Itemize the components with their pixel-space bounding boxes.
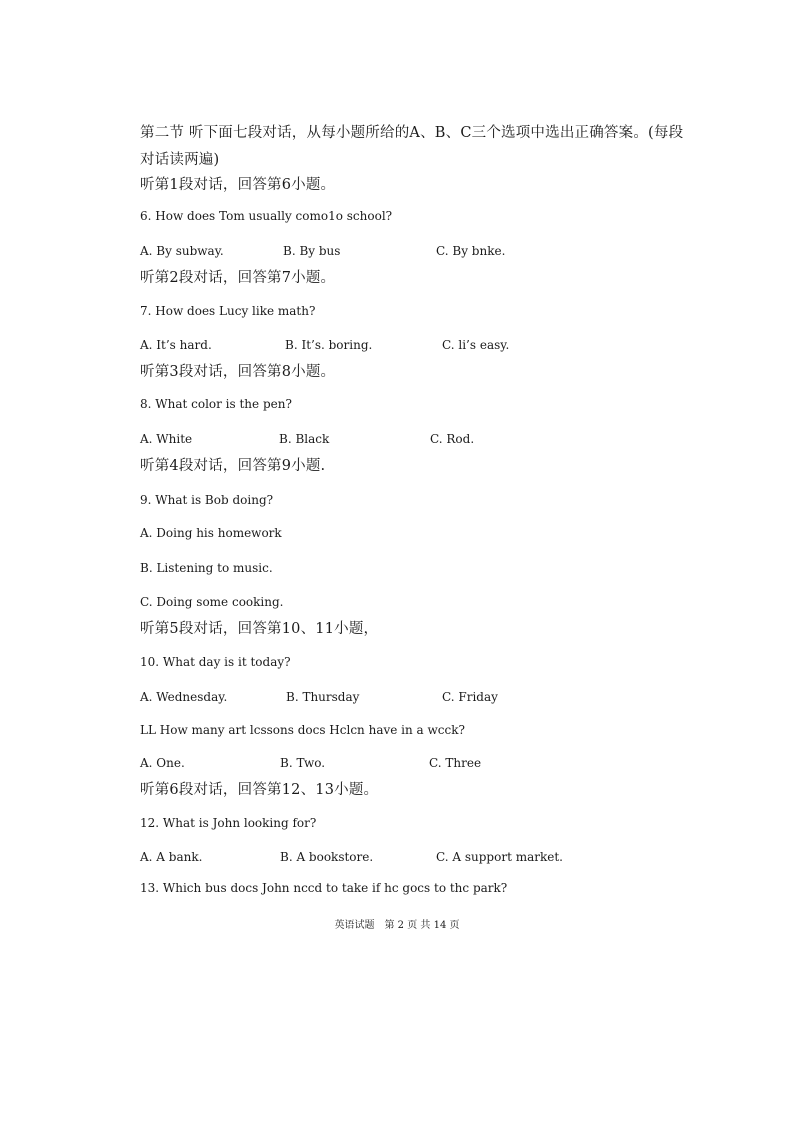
question-8-option-c: C. Rod.: [430, 432, 475, 446]
dialogue-prompt-4: 听第4段对话，回答第9小题.: [140, 458, 326, 474]
question-8-option-a: A. White: [140, 432, 193, 446]
question-7-option-a: A. It’s hard.: [140, 338, 212, 352]
question-6-option-b: B. By bus: [283, 244, 341, 258]
dialogue-prompt-3: 听第3段对话，回答第8小题。: [140, 364, 336, 380]
question-9-option-a: A. Doing his homework: [140, 526, 282, 540]
question-10-option-c: C. Friday: [442, 690, 498, 704]
question-12-option-c: C. A support market.: [436, 850, 563, 864]
page-footer: 英语试题 第 2 页 共 14 页: [334, 920, 460, 931]
question-7-option-c: C. li’s easy.: [442, 338, 510, 352]
question-7: 7. How does Lucy like math?: [140, 304, 316, 318]
dialogue-prompt-1: 听第1段对话，回答第6小题。: [140, 177, 336, 193]
question-8-option-b: B. Black: [279, 432, 330, 446]
question-13: 13. Which bus docs John nccd to take if hc gocs to thc park?: [140, 881, 508, 895]
question-9-option-c: C. Doing some cooking.: [140, 595, 284, 609]
question-7-option-b: B. It’s. boring.: [285, 338, 373, 352]
question-11-option-b: B. Two.: [280, 756, 326, 770]
question-8: 8. What color is the pen?: [140, 397, 292, 411]
question-12: 12. What is John looking for?: [140, 816, 317, 830]
question-6: 6. How does Tom usually como1o school?: [140, 209, 393, 223]
question-6-option-c: C. By bnke.: [436, 244, 506, 258]
section-intro-line-1: 第二节 听下面七段对话，从每小题所给的A、B、C三个选项中选出正确答案。(每段: [140, 125, 684, 141]
dialogue-prompt-2: 听第2段对话，回答第7小题。: [140, 270, 336, 286]
question-10-option-b: B. Thursday: [286, 690, 360, 704]
question-10-option-a: A. Wednesday.: [140, 690, 228, 704]
question-6-option-a: A. By subway.: [140, 244, 224, 258]
question-11-option-a: A. One.: [140, 756, 185, 770]
question-12-option-b: B. A bookstore.: [280, 850, 374, 864]
question-11: LL How many art lcssons docs Hclcn have in a wcck?: [140, 723, 465, 737]
question-11-option-c: C. Three: [429, 756, 482, 770]
question-10: 10. What day is it today?: [140, 655, 291, 669]
section-intro-line-2: 对话读两遍): [140, 152, 220, 168]
question-9: 9. What is Bob doing?: [140, 493, 274, 507]
dialogue-prompt-5: 听第5段对话，回答第10、11小题，: [140, 621, 379, 637]
question-12-option-a: A. A bank.: [140, 850, 203, 864]
question-9-option-b: B. Listening to music.: [140, 561, 273, 575]
dialogue-prompt-6: 听第6段对话，回答第12、13小题。: [140, 782, 379, 798]
